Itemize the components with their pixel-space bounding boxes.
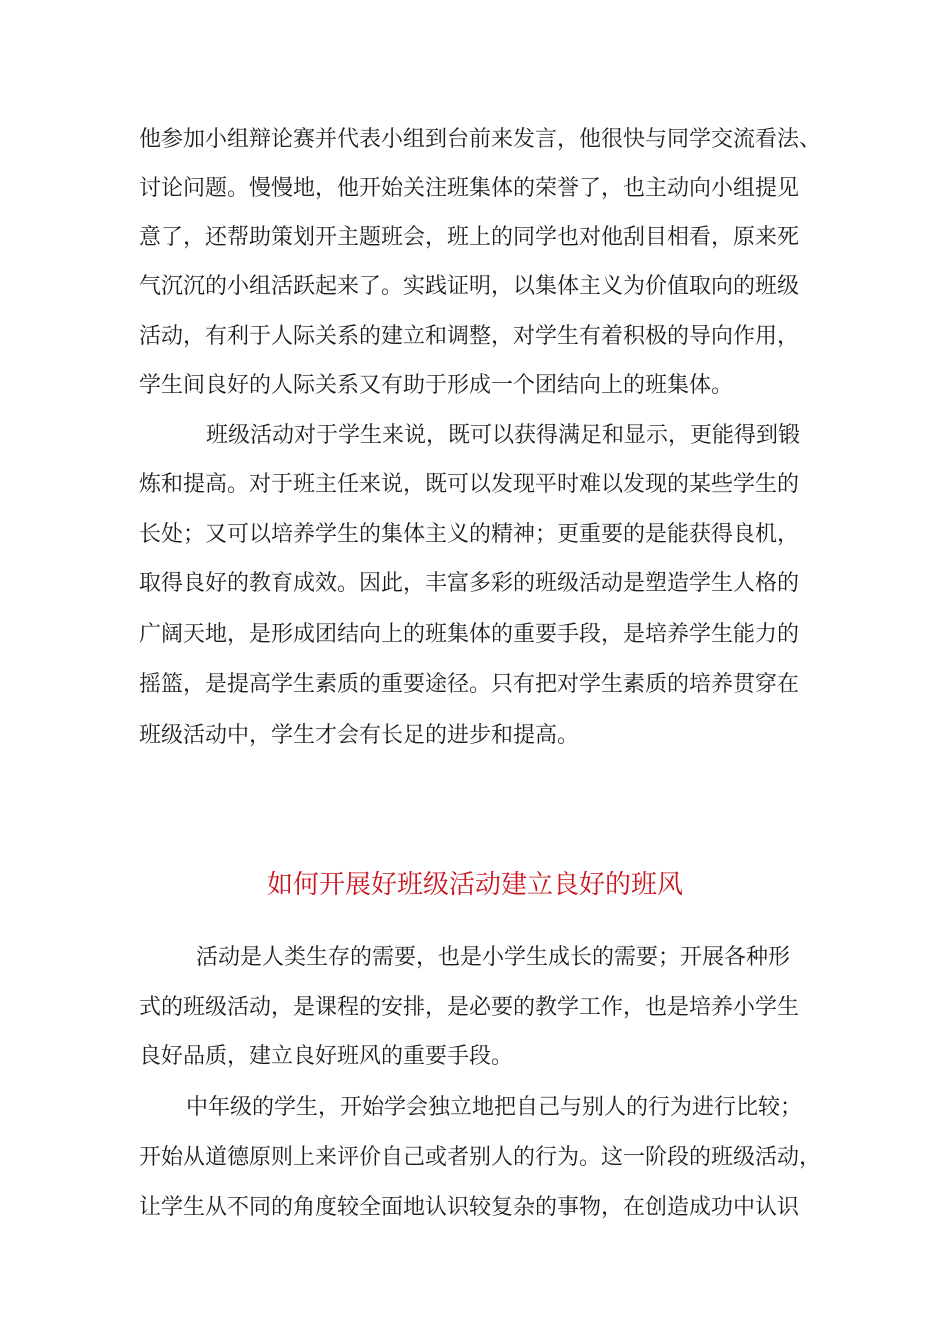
paragraph-line: 学生间良好的人际关系又有助于形成一个团结向上的班集体。 [139, 373, 734, 398]
paragraph-line: 良好品质，建立良好班风的重要手段。 [139, 1044, 514, 1069]
paragraph-line: 取得良好的教育成效。因此，丰富多彩的班级活动是塑造学生人格的 [139, 571, 800, 596]
paragraph-line: 让学生从不同的角度较全面地认识较复杂的事物，在创造成功中认识 [139, 1195, 800, 1220]
paragraph-line: 他参加小组辩论赛并代表小组到台前来发言，他很快与同学交流看法、 [139, 127, 822, 152]
paragraph-line: 活动是人类生存的需要，也是小学生成长的需要；开展各种形 [196, 945, 791, 970]
paragraph-line: 中年级的学生，开始学会独立地把自己与别人的行为进行比较； [186, 1095, 803, 1120]
paragraph-line: 炼和提高。对于班主任来说，既可以发现平时难以发现的某些学生的 [139, 472, 800, 497]
paragraph-line: 意了，还帮助策划开主题班会，班上的同学也对他刮目相看，原来死 [139, 225, 800, 250]
paragraph-line: 式的班级活动，是课程的安排，是必要的教学工作，也是培养小学生 [139, 995, 800, 1020]
paragraph-line: 摇篮，是提高学生素质的重要途径。只有把对学生素质的培养贯穿在 [139, 672, 800, 697]
paragraph-line: 开始从道德原则上来评价自己或者别人的行为。这一阶段的班级活动， [139, 1145, 822, 1170]
paragraph-line: 广阔天地，是形成团结向上的班集体的重要手段，是培养学生能力的 [139, 622, 800, 647]
paragraph-line: 活动，有利于人际关系的建立和调整，对学生有着积极的导向作用， [139, 324, 800, 349]
section-title: 如何开展好班级活动建立良好的班风 [266, 870, 683, 900]
paragraph-line: 气沉沉的小组活跃起来了。实践证明，以集体主义为价值取向的班级 [139, 274, 800, 299]
paragraph-line: 长处；又可以培养学生的集体主义的精神；更重要的是能获得良机， [139, 522, 800, 547]
paragraph-line: 讨论问题。慢慢地，他开始关注班集体的荣誉了，也主动向小组提见 [139, 176, 800, 201]
paragraph-line: 班级活动中，学生才会有长足的进步和提高。 [139, 723, 580, 748]
paragraph-line: 班级活动对于学生来说，既可以获得满足和显示，更能得到锻 [206, 423, 801, 448]
